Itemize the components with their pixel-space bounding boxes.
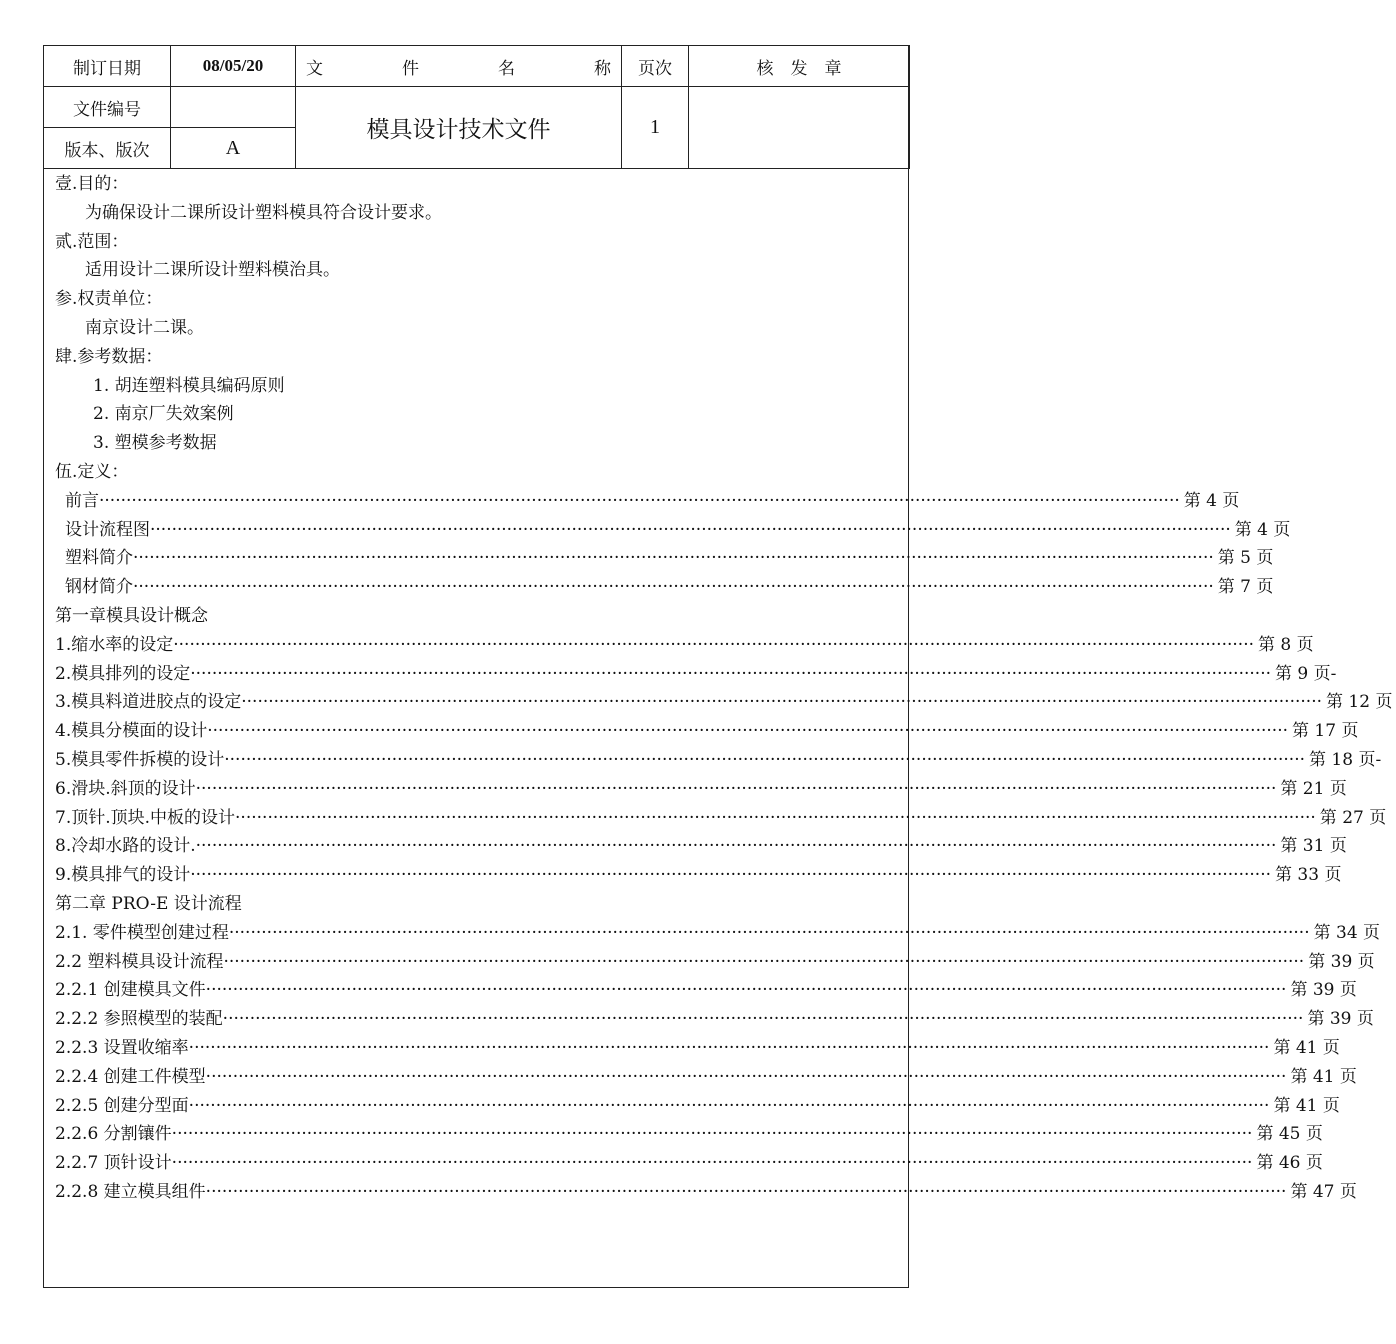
reference-item: 1. 胡连塑料模具编码原则 — [93, 375, 285, 396]
version-label: 版本、版次 — [44, 128, 171, 169]
toc-page: 第 41 页 — [1290, 1066, 1357, 1087]
toc-page: 第 18 页- — [1309, 749, 1382, 770]
toc-page: 第 17 页 — [1292, 721, 1359, 742]
toc-page: 第 46 页 — [1256, 1153, 1323, 1174]
toc-label: 2.2.1 创建模具文件 — [55, 980, 206, 1001]
toc-label: 2.2.7 顶针设计 — [55, 1153, 172, 1174]
toc-label: 2.2.4 创建工件模型 — [55, 1066, 206, 1087]
doc-name-char: 名 — [498, 58, 515, 79]
toc-leader-dots: ········································································································································································································ — [190, 865, 1271, 886]
toc-leader-dots: ········································································································································································································ — [99, 490, 1180, 511]
toc-leader-dots: ········································································································································································································ — [150, 519, 1231, 540]
toc-page: 第 39 页 — [1290, 980, 1357, 1001]
header-table — [43, 45, 910, 169]
definition-list — [55, 487, 1291, 602]
toc-row — [55, 573, 1274, 602]
chapter-title: 第一章模具设计概念 — [55, 605, 208, 626]
toc-row — [55, 861, 1342, 890]
toc-row — [55, 544, 1274, 573]
toc-label: 钢材简介 — [65, 577, 133, 598]
toc-row — [55, 746, 1382, 775]
toc-label: 7.顶针.顶块.中板的设计 — [55, 807, 236, 828]
toc-row — [55, 1034, 1340, 1063]
toc-page: 第 4 页 — [1234, 519, 1291, 540]
toc-label: 5.模具零件拆模的设计 — [55, 749, 225, 770]
toc-label: 2.2.8 建立模具组件 — [55, 1181, 206, 1202]
toc-label: 2.2.6 分割镶件 — [55, 1124, 172, 1145]
document-body — [55, 170, 1393, 1207]
toc-label: 9.模具排气的设计 — [55, 865, 191, 886]
toc-row — [55, 1063, 1357, 1092]
toc-leader-dots: ········································································································································································································ — [195, 778, 1277, 799]
toc-leader-dots: ········································································································································································································ — [222, 1009, 1304, 1030]
toc-leader-dots: ········································································································································································································ — [190, 663, 1271, 684]
toc-label: 前言 — [65, 490, 99, 511]
toc-row — [55, 660, 1337, 689]
toc-row — [55, 948, 1375, 977]
toc-label: 设计流程图 — [65, 519, 150, 540]
toc-leader-dots: ········································································································································································································ — [188, 1095, 1270, 1116]
toc-label: 2.2.3 设置收缩率 — [55, 1037, 189, 1058]
section-heading: 肆.参考数据： — [55, 346, 163, 367]
section-text: 南京设计二课。 — [85, 317, 204, 338]
toc-page: 第 41 页 — [1273, 1095, 1340, 1116]
toc-leader-dots: ········································································································································································································ — [205, 1181, 1287, 1202]
toc-leader-dots: ········································································································································································································ — [133, 548, 1214, 569]
doc-no-value — [171, 87, 296, 128]
toc-row — [55, 804, 1387, 833]
toc-leader-dots: ········································································································································································································ — [133, 577, 1214, 598]
toc-page: 第 41 页 — [1273, 1037, 1340, 1058]
toc-leader-dots: ········································································································································································································ — [171, 1124, 1253, 1145]
toc-row — [55, 717, 1359, 746]
toc-page: 第 21 页 — [1280, 778, 1347, 799]
toc-row — [55, 631, 1314, 660]
toc-page: 第 8 页 — [1258, 634, 1314, 655]
toc-row — [55, 1178, 1357, 1207]
toc-label: 6.滑块.斜顶的设计 — [55, 778, 196, 799]
toc-row — [55, 688, 1393, 717]
section-text: 适用设计二课所设计塑料模治具。 — [85, 260, 340, 281]
toc-leader-dots: ········································································································································································································ — [188, 1037, 1270, 1058]
toc-leader-dots: ········································································································································································································ — [235, 807, 1316, 828]
approval-stamp-area — [689, 87, 910, 169]
section-heading: 参.权责单位： — [55, 289, 163, 310]
toc-row — [55, 487, 1240, 516]
toc-page: 第 34 页 — [1313, 922, 1381, 943]
toc-leader-dots: ········································································································································································································ — [205, 1066, 1287, 1087]
toc-row — [55, 1149, 1323, 1178]
doc-name-char: 文 — [306, 58, 323, 79]
reference-item: 3. 塑模参考数据 — [93, 433, 217, 454]
toc-page: 第 5 页 — [1217, 548, 1274, 569]
toc-leader-dots: ········································································································································································································ — [205, 980, 1287, 1001]
toc-row — [55, 976, 1357, 1005]
toc-page: 第 39 页 — [1307, 1009, 1374, 1030]
toc-row — [55, 832, 1347, 861]
toc-leader-dots: ········································································································································································································ — [228, 922, 1310, 943]
toc-page: 第 9 页- — [1275, 663, 1337, 684]
toc-page: 第 4 页 — [1183, 490, 1240, 511]
doc-name-char: 件 — [402, 58, 419, 79]
page-value: 1 — [622, 87, 689, 169]
version-value: A — [171, 128, 296, 169]
toc-page: 第 12 页 — [1326, 692, 1393, 713]
section-heading: 壹.目的： — [55, 174, 129, 194]
approval-label: 核 发 章 — [689, 46, 910, 87]
section-text: 为确保设计二课所设计塑料模具符合设计要求。 — [85, 202, 442, 223]
toc-label: 8.冷却水路的设计. — [55, 836, 196, 857]
toc-label: 4.模具分模面的设计 — [55, 721, 208, 742]
toc-page: 第 31 页 — [1280, 836, 1347, 857]
chapter1-toc — [55, 631, 1393, 890]
toc-page: 第 47 页 — [1290, 1181, 1357, 1202]
toc-page: 第 45 页 — [1256, 1124, 1323, 1145]
toc-row — [55, 1120, 1323, 1149]
toc-label: 2.2 塑料模具设计流程 — [55, 951, 224, 972]
toc-label: 2.2.5 创建分型面 — [55, 1095, 189, 1116]
toc-page: 第 27 页 — [1319, 807, 1387, 828]
toc-leader-dots: ········································································································································································································ — [195, 836, 1277, 857]
toc-row — [55, 919, 1381, 948]
section-heading: 伍.定义： — [55, 461, 129, 482]
doc-title: 模具设计技术文件 — [296, 87, 622, 169]
toc-leader-dots: ········································································································································································································ — [223, 951, 1305, 972]
toc-row — [55, 1092, 1340, 1121]
toc-page: 第 39 页 — [1308, 951, 1375, 972]
toc-page: 第 7 页 — [1217, 577, 1274, 598]
date-label: 制订日期 — [44, 46, 171, 87]
toc-row — [55, 775, 1347, 804]
toc-leader-dots: ········································································································································································································ — [171, 1153, 1253, 1174]
toc-label: 3.模具料道进胶点的设定 — [55, 692, 242, 713]
toc-leader-dots: ········································································································································································································ — [224, 749, 1305, 770]
toc-label: 2.1. 零件模型创建过程 — [55, 922, 229, 943]
reference-item: 2. 南京厂失效案例 — [93, 404, 234, 425]
toc-row — [55, 516, 1291, 545]
date-value: 08/05/20 — [171, 46, 296, 87]
toc-leader-dots: ········································································································································································································ — [207, 721, 1288, 742]
doc-name-label — [296, 46, 622, 87]
chapter2-toc — [55, 919, 1381, 1207]
page-label: 页次 — [622, 46, 689, 87]
toc-page: 第 33 页 — [1275, 865, 1342, 886]
toc-label: 2.模具排列的设定 — [55, 663, 191, 684]
chapter-title: 第二章 PRO-E 设计流程 — [55, 893, 242, 914]
toc-label: 2.2.2 参照模型的装配 — [55, 1009, 223, 1030]
toc-label: 1.缩水率的设定 — [55, 634, 174, 655]
doc-name-char: 称 — [594, 58, 611, 79]
toc-label: 塑料简介 — [65, 548, 133, 569]
toc-leader-dots: ········································································································································································································ — [173, 634, 1254, 655]
section-heading: 贰.范围： — [55, 231, 129, 252]
toc-row — [55, 1005, 1374, 1034]
doc-no-label: 文件编号 — [44, 87, 171, 128]
toc-leader-dots: ········································································································································································································ — [241, 692, 1322, 713]
